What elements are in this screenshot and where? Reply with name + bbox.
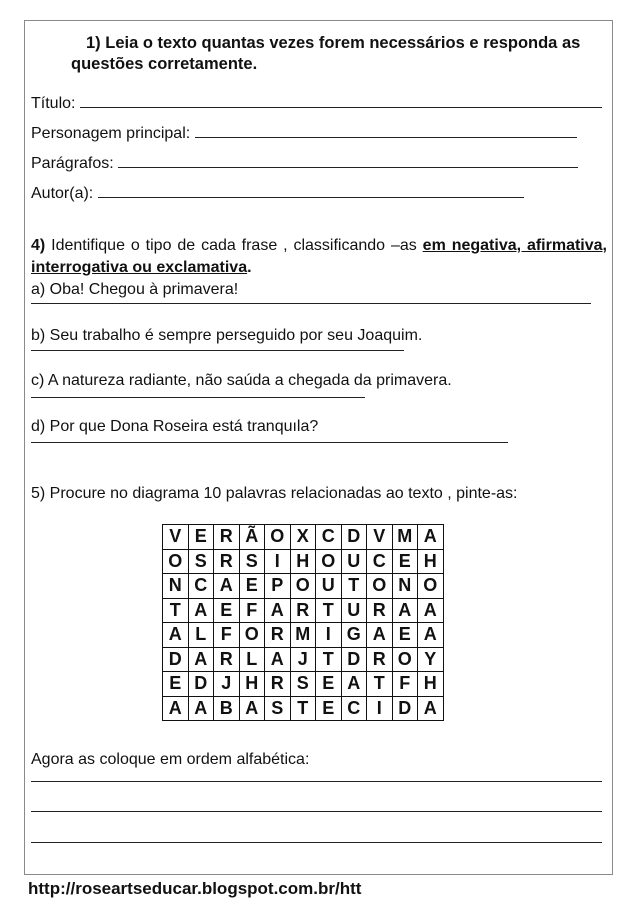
- grid-cell[interactable]: U: [316, 574, 342, 599]
- grid-cell[interactable]: T: [316, 598, 342, 623]
- grid-cell[interactable]: R: [214, 549, 240, 574]
- grid-cell[interactable]: S: [239, 549, 265, 574]
- grid-cell[interactable]: A: [418, 623, 444, 648]
- question-4-item-d: d) Por que Dona Roseira está tranquıla?: [31, 418, 319, 435]
- grid-cell[interactable]: R: [214, 525, 240, 550]
- page-border: [24, 20, 613, 875]
- question-4-item-b: b) Seu trabalho é sempre perseguido por seu Joaquim.: [31, 327, 423, 344]
- grid-cell[interactable]: E: [163, 672, 189, 697]
- question-4-text: Identifique o tipo de cada frase , classificando –as: [51, 237, 417, 254]
- grid-cell[interactable]: O: [418, 574, 444, 599]
- footer-url: http://roseartseducar.blogspot.com.br/htt: [28, 879, 362, 898]
- grid-cell[interactable]: Ã: [239, 525, 265, 550]
- grid-cell[interactable]: D: [341, 647, 367, 672]
- grid-row: [163, 549, 444, 574]
- grid-cell[interactable]: A: [265, 598, 291, 623]
- grid-cell[interactable]: F: [392, 672, 418, 697]
- answer-line[interactable]: [31, 842, 602, 843]
- order-prompt: Agora as coloque em ordem alfabética:: [31, 751, 310, 768]
- grid-cell[interactable]: V: [367, 525, 393, 550]
- question-4-end: .: [247, 259, 252, 276]
- grid-cell[interactable]: C: [188, 574, 214, 599]
- grid-cell[interactable]: A: [265, 647, 291, 672]
- grid-cell[interactable]: E: [316, 696, 342, 721]
- grid-cell[interactable]: U: [341, 598, 367, 623]
- answer-line[interactable]: [31, 303, 591, 304]
- grid-cell[interactable]: C: [316, 525, 342, 550]
- grid-cell[interactable]: S: [188, 549, 214, 574]
- grid-cell[interactable]: S: [290, 672, 316, 697]
- grid-cell[interactable]: L: [239, 647, 265, 672]
- grid-cell[interactable]: A: [392, 598, 418, 623]
- grid-cell[interactable]: T: [163, 598, 189, 623]
- grid-cell[interactable]: O: [290, 574, 316, 599]
- grid-cell[interactable]: M: [290, 623, 316, 648]
- grid-row: [163, 525, 444, 550]
- grid-cell[interactable]: A: [214, 574, 240, 599]
- grid-cell[interactable]: U: [341, 549, 367, 574]
- grid-cell[interactable]: O: [239, 623, 265, 648]
- grid-cell[interactable]: X: [290, 525, 316, 550]
- grid-cell[interactable]: E: [188, 525, 214, 550]
- question-4-item-c: c) A natureza radiante, não saúda a chegada da primavera.: [31, 372, 452, 389]
- grid-row: [163, 672, 444, 697]
- grid-cell[interactable]: G: [341, 623, 367, 648]
- grid-cell[interactable]: I: [265, 549, 291, 574]
- grid-cell[interactable]: N: [392, 574, 418, 599]
- grid-cell[interactable]: A: [188, 696, 214, 721]
- field-label: Personagem principal:: [31, 125, 191, 142]
- grid-row: [163, 598, 444, 623]
- grid-cell[interactable]: M: [392, 525, 418, 550]
- grid-cell[interactable]: O: [265, 525, 291, 550]
- grid-cell[interactable]: R: [265, 623, 291, 648]
- grid-cell[interactable]: E: [214, 598, 240, 623]
- answer-line[interactable]: [31, 781, 602, 782]
- grid-cell[interactable]: R: [367, 598, 393, 623]
- grid-cell[interactable]: A: [418, 696, 444, 721]
- grid-cell[interactable]: H: [418, 549, 444, 574]
- grid-cell[interactable]: O: [163, 549, 189, 574]
- grid-cell[interactable]: T: [367, 672, 393, 697]
- question-5-text: 5) Procure no diagrama 10 palavras relacionadas ao texto , pinte-as:: [31, 485, 518, 502]
- grid-row: [163, 696, 444, 721]
- grid-cell[interactable]: Y: [418, 647, 444, 672]
- word-search-grid: [162, 524, 444, 721]
- grid-cell[interactable]: A: [163, 696, 189, 721]
- answer-line[interactable]: [80, 93, 602, 108]
- grid-cell[interactable]: A: [188, 598, 214, 623]
- grid-cell[interactable]: I: [316, 623, 342, 648]
- question-4-item-a: a) Oba! Chegou à primavera!: [31, 281, 239, 298]
- answer-line[interactable]: [118, 153, 578, 168]
- grid-row: [163, 623, 444, 648]
- grid-cell[interactable]: N: [163, 574, 189, 599]
- answer-line[interactable]: [195, 123, 577, 138]
- grid-cell[interactable]: O: [392, 647, 418, 672]
- answer-line[interactable]: [31, 397, 365, 398]
- question-1-number: 1): [86, 34, 101, 52]
- grid-cell[interactable]: T: [316, 647, 342, 672]
- field-autor: [31, 183, 524, 204]
- grid-cell[interactable]: A: [367, 623, 393, 648]
- grid-cell[interactable]: E: [239, 574, 265, 599]
- grid-cell[interactable]: D: [392, 696, 418, 721]
- grid-cell[interactable]: V: [163, 525, 189, 550]
- grid-cell[interactable]: I: [367, 696, 393, 721]
- grid-cell[interactable]: H: [418, 672, 444, 697]
- grid-cell[interactable]: A: [341, 672, 367, 697]
- grid-cell[interactable]: F: [239, 598, 265, 623]
- field-label: Título:: [31, 95, 76, 112]
- grid-cell[interactable]: C: [341, 696, 367, 721]
- grid-cell[interactable]: E: [316, 672, 342, 697]
- answer-line[interactable]: [31, 811, 602, 812]
- grid-cell[interactable]: C: [367, 549, 393, 574]
- field-label: Autor(a):: [31, 185, 94, 202]
- grid-cell[interactable]: O: [316, 549, 342, 574]
- question-4: [31, 235, 607, 279]
- grid-cell[interactable]: F: [214, 623, 240, 648]
- field-personagem: [31, 123, 577, 144]
- answer-line[interactable]: [31, 350, 404, 351]
- grid-cell[interactable]: L: [188, 623, 214, 648]
- grid-cell[interactable]: P: [265, 574, 291, 599]
- field-titulo: [31, 93, 602, 114]
- grid-cell[interactable]: E: [392, 623, 418, 648]
- grid-cell[interactable]: S: [265, 696, 291, 721]
- field-label: Parágrafos:: [31, 155, 114, 172]
- grid-cell[interactable]: E: [392, 549, 418, 574]
- question-1: [71, 33, 606, 74]
- grid-cell[interactable]: J: [290, 647, 316, 672]
- grid-cell[interactable]: T: [341, 574, 367, 599]
- grid-cell[interactable]: H: [290, 549, 316, 574]
- grid-cell[interactable]: J: [214, 672, 240, 697]
- grid-cell[interactable]: D: [163, 647, 189, 672]
- grid-cell[interactable]: R: [265, 672, 291, 697]
- grid-cell[interactable]: A: [163, 623, 189, 648]
- grid-cell[interactable]: A: [188, 647, 214, 672]
- grid-cell[interactable]: R: [367, 647, 393, 672]
- grid-cell[interactable]: H: [239, 672, 265, 697]
- grid-cell[interactable]: O: [367, 574, 393, 599]
- question-1-text-line2: questões corretamente.: [71, 54, 258, 73]
- grid-cell[interactable]: A: [418, 525, 444, 550]
- question-4-emphasis: em negativa, afirmativa, interrogativa ou exclamativa: [31, 237, 607, 276]
- question-4-number: 4): [31, 237, 46, 254]
- question-1-text-line1: Leia o texto quantas vezes forem necessários e responda as: [105, 34, 581, 52]
- answer-line[interactable]: [98, 183, 524, 198]
- grid-row: [163, 574, 444, 599]
- grid-cell[interactable]: B: [214, 696, 240, 721]
- grid-cell[interactable]: A: [418, 598, 444, 623]
- grid-cell[interactable]: R: [214, 647, 240, 672]
- grid-cell[interactable]: A: [239, 696, 265, 721]
- answer-line[interactable]: [31, 442, 508, 443]
- field-paragrafos: [31, 153, 578, 174]
- grid-row: [163, 647, 444, 672]
- grid-cell[interactable]: D: [341, 525, 367, 550]
- grid-cell[interactable]: T: [290, 696, 316, 721]
- grid-cell[interactable]: D: [188, 672, 214, 697]
- grid-cell[interactable]: R: [290, 598, 316, 623]
